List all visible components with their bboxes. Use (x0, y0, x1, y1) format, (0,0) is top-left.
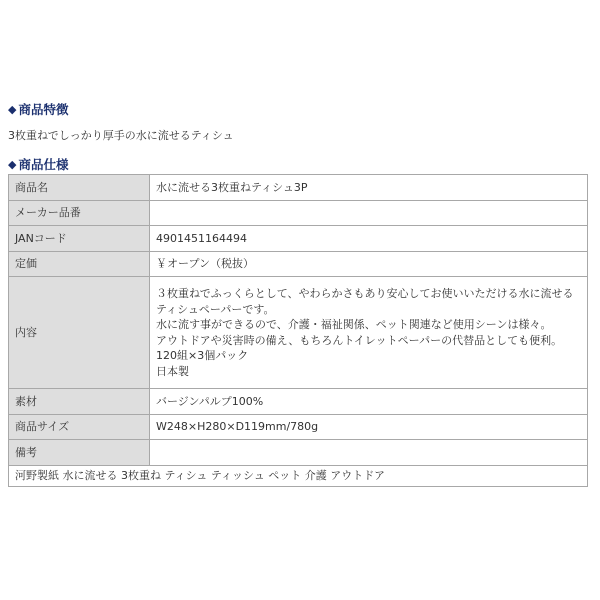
contents-line: 日本製 (156, 364, 189, 378)
keywords-text: 河野製紙 水に流せる 3枚重ね ティシュ ティッシュ ペット 介護 アウトドア (9, 466, 588, 487)
table-row (9, 440, 588, 466)
table-row (9, 252, 588, 277)
table-row (9, 389, 588, 415)
row-value-jan-code: 4901451164494 (150, 226, 588, 252)
features-heading (8, 100, 68, 118)
row-label-price: 定価 (9, 252, 150, 277)
row-label-notes: 備考 (9, 440, 150, 466)
row-value-maker-code (150, 201, 588, 226)
contents-line: ティシュペーパーです。 (156, 302, 275, 316)
row-label-product-name: 商品名 (9, 175, 150, 201)
row-label-material: 素材 (9, 389, 150, 415)
spec-heading-text: 商品仕様 (18, 157, 69, 172)
table-row (9, 175, 588, 201)
row-value-product-name: 水に流せる3枚重ねティシュ3P (150, 175, 588, 201)
diamond-bullet-icon: ◆ (8, 157, 17, 171)
row-label-jan-code: JANコード (9, 226, 150, 252)
table-row (9, 277, 588, 389)
features-description: 3枚重ねでしっかり厚手の水に流せるティシュ (8, 129, 234, 142)
contents-line: アウトドアや災害時の備え、もちろんトイレットペーパーの代替品としても便利。 (156, 333, 563, 347)
row-value-size: W248×H280×D119mm/780g (150, 415, 588, 440)
spec-heading (8, 155, 68, 173)
spec-table (8, 174, 588, 487)
contents-line: 120組×3個パック (156, 349, 249, 362)
row-value-contents (150, 277, 588, 389)
row-value-notes (150, 440, 588, 466)
features-heading-text: 商品特徴 (18, 102, 69, 117)
table-row (9, 415, 588, 440)
contents-line: 水に流す事ができるので、介護・福祉関係、ペット関連など使用シーンは様々。 (156, 318, 552, 331)
row-label-size: 商品サイズ (9, 415, 150, 440)
table-row (9, 201, 588, 226)
row-label-contents: 内容 (9, 277, 150, 389)
contents-line: ３枚重ねでふっくらとして、やわらかさもあり安心してお使いいただける水に流せる (156, 287, 574, 300)
row-label-maker-code: メーカー品番 (9, 201, 150, 226)
row-value-price: ￥オープン（税抜） (150, 252, 588, 277)
row-value-material: バージンパルプ100% (150, 389, 588, 415)
table-row (9, 226, 588, 252)
diamond-bullet-icon: ◆ (8, 102, 17, 116)
table-row (9, 466, 588, 487)
